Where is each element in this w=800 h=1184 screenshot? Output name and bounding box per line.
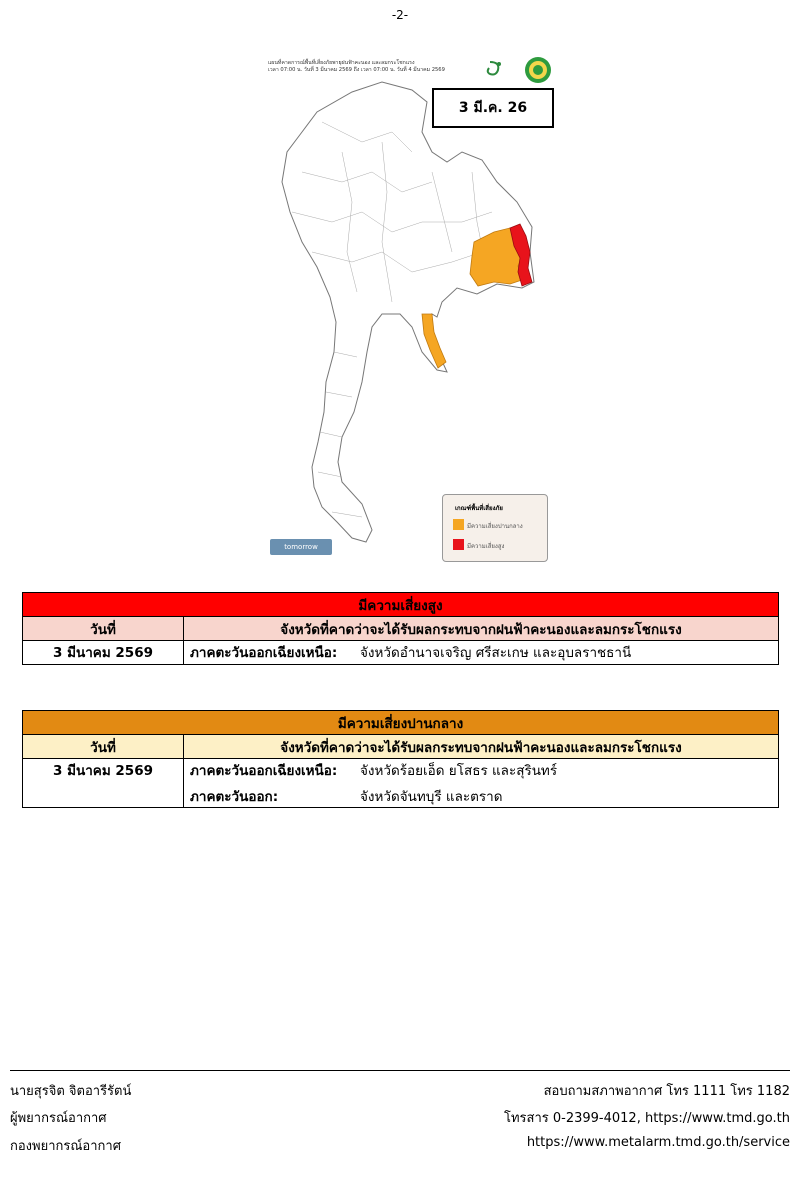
high-risk-col-provinces: จังหวัดที่คาดว่าจะได้รับผลกระทบจากฝนฟ้าคะนองและลมกระโชกแรง: [184, 617, 779, 641]
thailand-map: [262, 52, 562, 562]
high-risk-provinces: จังหวัดอำนาจเจริญ ศรีสะเกษ และอุบลราชธานี: [360, 645, 632, 661]
risk-map: [262, 52, 562, 562]
medium-risk-region-northeast: ภาคตะวันออกเฉียงเหนือ:: [190, 763, 338, 779]
footer-divider: [10, 1070, 790, 1071]
map-date-label: 3 มี.ค. 26: [432, 88, 554, 128]
legend-high-swatch: [453, 539, 464, 550]
tomorrow-watermark: tomorrow: [270, 539, 332, 555]
high-risk-region: ภาคตะวันออกเฉียงเหนือ:: [190, 645, 338, 661]
medium-risk-provinces-east: จังหวัดจันทบุรี และตราด: [360, 789, 503, 805]
legend-medium-label: มีความเสี่ยงปานกลาง: [467, 523, 523, 530]
forecaster-department: กองพยากรณ์อากาศ: [10, 1139, 121, 1154]
legend-title: เกณฑ์พื้นที่เสี่ยงภัย: [455, 505, 503, 512]
medium-risk-provinces-cell: [184, 759, 779, 808]
forecaster-position: ผู้พยากรณ์อากาศ: [10, 1111, 107, 1126]
high-risk-col-date: วันที่: [23, 617, 184, 641]
contact-fax-link[interactable]: โทรสาร 0-2399-4012, https://www.tmd.go.th: [504, 1111, 790, 1126]
medium-risk-table: [22, 710, 779, 808]
forecaster-name: นายสุรจิต จิตอารีรัตน์: [10, 1084, 132, 1099]
high-risk-date: 3 มีนาคม 2569: [23, 641, 184, 665]
high-risk-provinces-cell: [184, 641, 779, 665]
medium-risk-title: มีความเสี่ยงปานกลาง: [23, 711, 779, 735]
map-header-line2: เวลา 07:00 น. วันที่ 3 มีนาคม 2569 ถึง เวลา 07:00 น. วันที่ 4 มีนาคม 2569: [268, 67, 445, 73]
high-risk-title: มีความเสี่ยงสูง: [23, 593, 779, 617]
map-header-line1: แผนที่คาดการณ์พื้นที่เสี่ยงภัยพายุฝนฟ้าคะนอง และลมกระโชกแรง: [268, 60, 415, 66]
medium-risk-col-provinces: จังหวัดที่คาดว่าจะได้รับผลกระทบจากฝนฟ้าคะนองและลมกระโชกแรง: [184, 735, 779, 759]
contact-web-link[interactable]: https://www.metalarm.tmd.go.th/service: [526, 1135, 790, 1150]
legend-medium-swatch: [453, 519, 464, 530]
high-risk-table: [22, 592, 779, 665]
medium-risk-col-date: วันที่: [23, 735, 184, 759]
table-row: [23, 759, 779, 808]
contact-phone: สอบถามสภาพอากาศ โทร 1111 โทร 1182: [543, 1084, 790, 1099]
legend-high-label: มีความเสี่ยงสูง: [467, 543, 505, 550]
table-row: [23, 641, 779, 665]
medium-risk-region-east: ภาคตะวันออก:: [190, 789, 279, 805]
medium-risk-provinces-northeast: จังหวัดร้อยเอ็ด ยโสธร และสุรินทร์: [360, 763, 558, 779]
medium-risk-date: 3 มีนาคม 2569: [23, 759, 184, 808]
page-number: -2-: [391, 8, 409, 22]
map-legend: [442, 494, 548, 562]
